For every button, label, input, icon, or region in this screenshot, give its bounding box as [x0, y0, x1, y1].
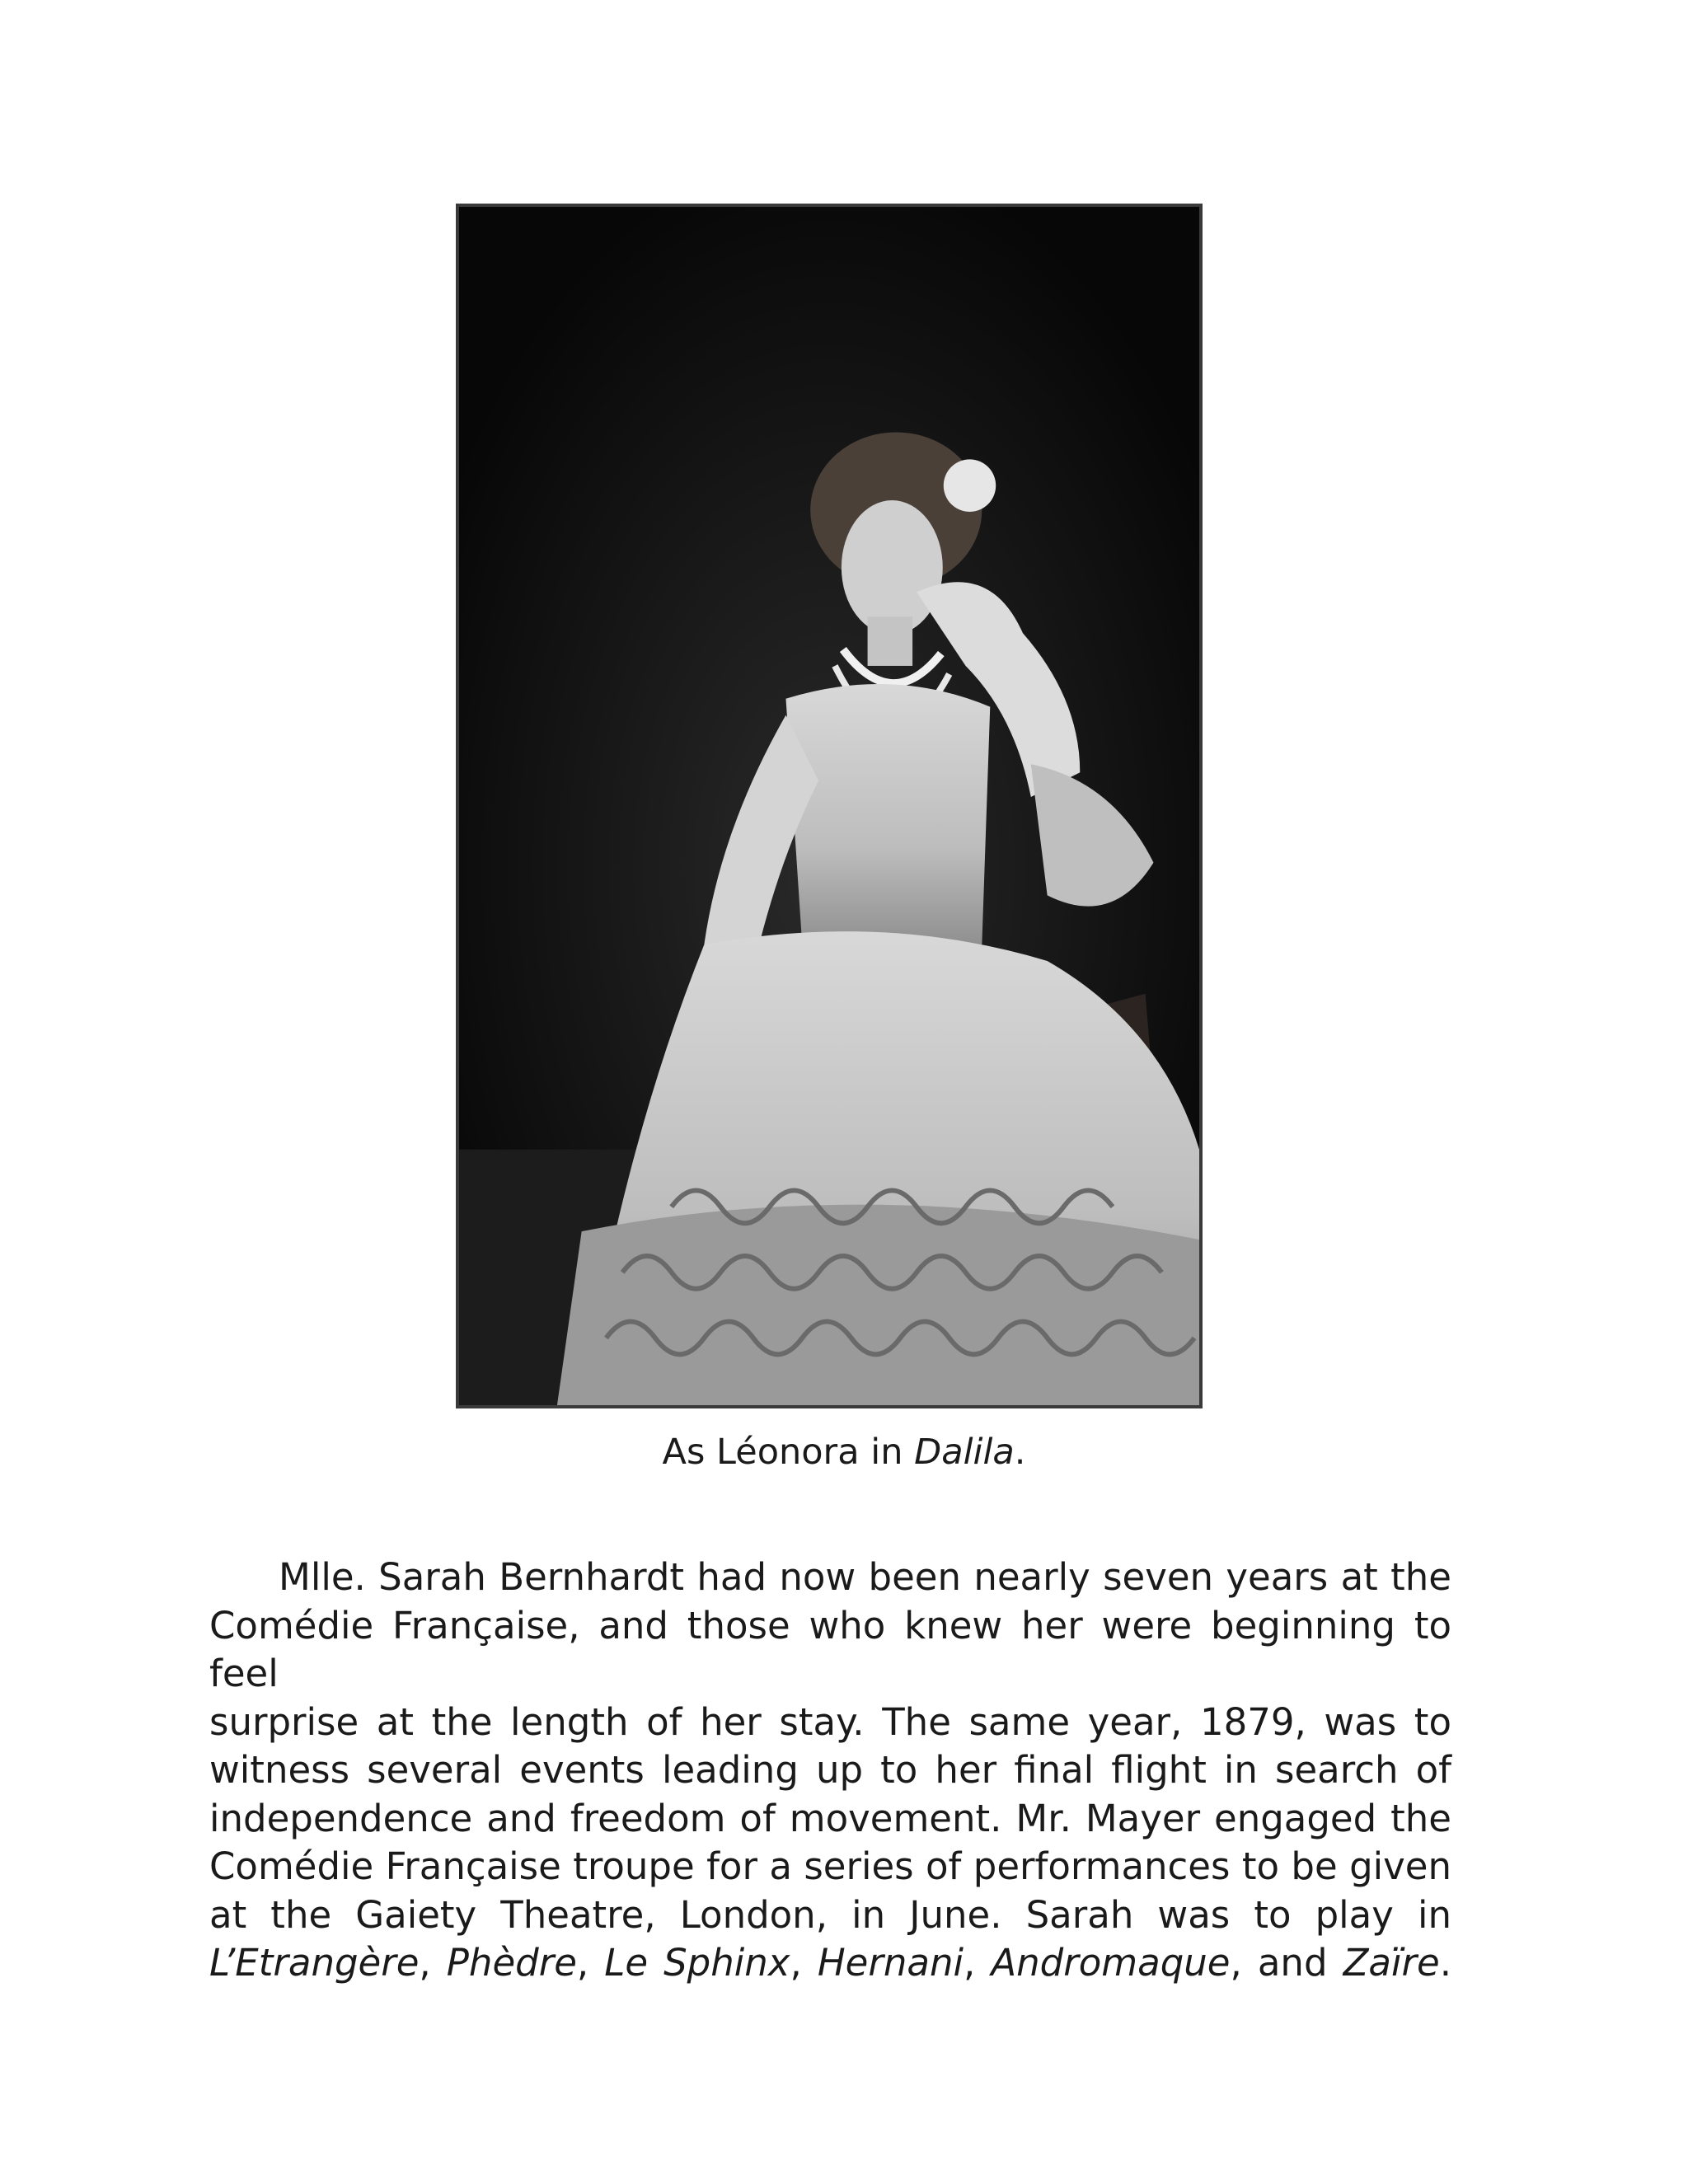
paragraph-line: witness several events leading up to her final flight in search of: [209, 1748, 1451, 1792]
play-title: L’Etrangère: [209, 1941, 420, 1985]
play-title: Hernani: [817, 1941, 964, 1985]
play-title: Zaïre: [1343, 1941, 1440, 1985]
paragraph-line: independence and freedom of movement. Mr. Mayer engaged the: [209, 1796, 1451, 1840]
separator: ,: [790, 1941, 818, 1985]
paragraph-line: Comédie Française, and those who knew her were beginning to feel: [209, 1603, 1451, 1695]
caption-suffix: .: [1014, 1432, 1026, 1473]
caption-prefix: As Léonora in: [662, 1432, 915, 1473]
body-paragraph: [209, 1554, 1451, 1988]
figure-caption: [0, 1428, 1688, 1476]
separator: .: [1439, 1941, 1452, 1985]
play-title: Le Sphinx: [604, 1941, 790, 1985]
separator: ,: [576, 1941, 605, 1985]
play-title: Phèdre: [446, 1941, 577, 1985]
portrait-photograph-icon: [459, 207, 1199, 1405]
caption-title: Dalila: [914, 1432, 1015, 1473]
paragraph-line: Mlle. Sarah Bernhardt had now been nearly seven years at the: [279, 1555, 1451, 1599]
paragraph-last-line: [209, 1939, 1451, 1988]
paragraph-line: at the Gaiety Theatre, London, in June. Sarah was to play in: [209, 1892, 1451, 1937]
play-title: Andromaque: [991, 1941, 1231, 1985]
separator: ,: [963, 1941, 992, 1985]
paragraph-line: Comédie Française troupe for a series of performances to be given: [209, 1844, 1451, 1888]
portrait-photo: [456, 204, 1203, 1408]
separator: ,: [419, 1941, 447, 1985]
paragraph-line: surprise at the length of her stay. The same year, 1879, was to: [209, 1699, 1451, 1744]
separator: , and: [1230, 1941, 1343, 1985]
